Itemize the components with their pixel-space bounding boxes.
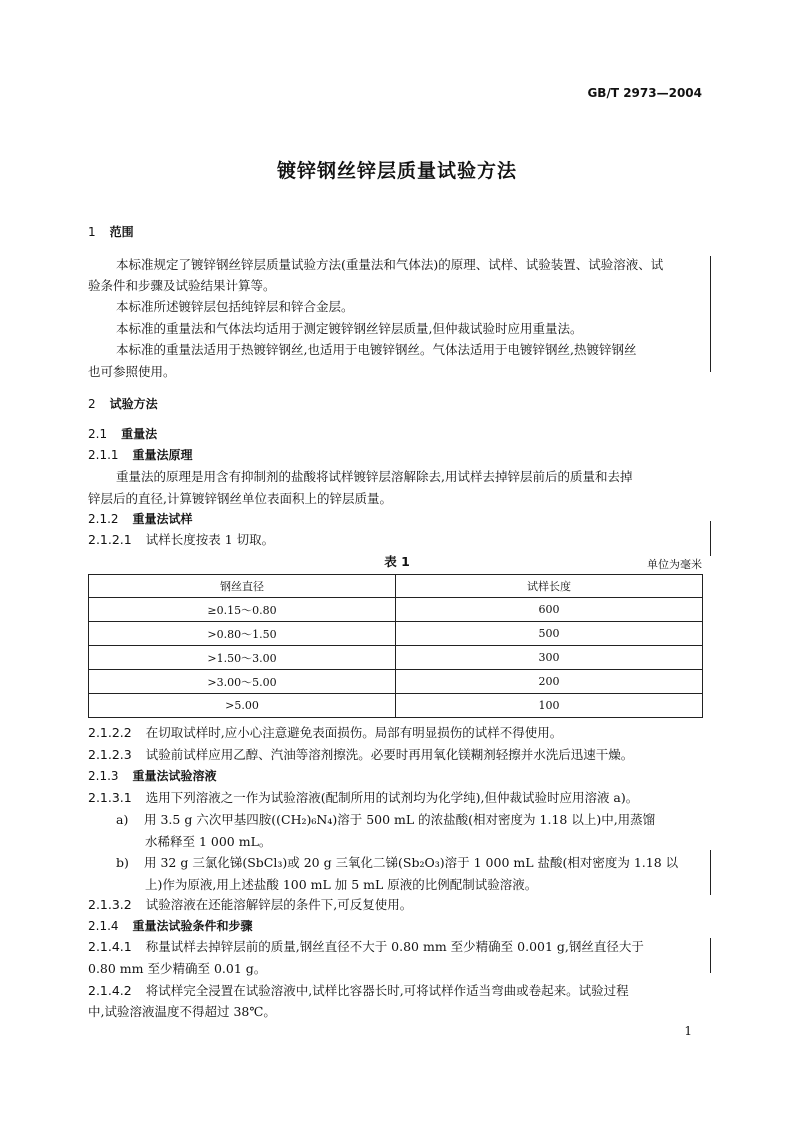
table-unit: 单位为毫米 [647,558,702,571]
revision-bar [710,850,711,895]
section-2-1-2-heading [88,508,704,530]
table-title: 表 1 [384,554,410,569]
table-cell: 600 [396,598,703,622]
clause-2-1-2-2 [88,722,704,744]
paragraph-line: 本标准规定了镀锌钢丝锌层质量试验方法(重量法和气体法)的原理、试样、试验装置、试验溶液、试 [116,257,664,272]
section-number: 2 [88,397,96,411]
section-title: 重量法 [121,427,158,441]
clause-text: 试验前试样应用乙醇、汽油等溶剂擦洗。必要时再用氧化镁糊剂轻擦并水洗后迅速干燥。 [145,747,634,762]
paragraph-line: 也可参照使用。 [88,364,176,379]
clause-2-1-2-1 [88,529,704,551]
table-cell: >3.00～5.00 [89,670,396,694]
table-cell: >1.50～3.00 [89,646,396,670]
table-cell: 100 [396,694,703,718]
section-title: 重量法试样 [132,512,193,526]
section-number: 2.1.1 [88,448,119,462]
paragraph-line: 本标准的重量法适用于热镀锌钢丝,也适用于电镀锌钢丝。气体法适用于电镀锌钢丝,热镀锌钢丝 [116,342,637,357]
section-title: 范围 [109,225,134,239]
paragraph-line: 锌层后的直径,计算镀锌钢丝单位表面积上的锌层质量。 [88,491,392,506]
clause-2-1-3-2 [88,894,704,916]
list-item-b [88,852,704,874]
list-text: 用 3.5 g 六次甲基四胺((CH₂)₆N₄)溶于 500 mL 的浓盐酸(相对密度为 1.18 以上)中,用蒸馏 [144,812,656,827]
sample-length-table [88,574,703,718]
section-number: 2.1.2 [88,512,119,526]
clause-2-1-3-1 [88,787,704,809]
clause-2-1-2-3 [88,744,704,766]
table-cell: >5.00 [89,694,396,718]
table-row [89,670,703,694]
revision-bar [710,256,711,372]
section-title: 重量法原理 [132,448,193,462]
table-cell: 300 [396,646,703,670]
clause-text: 试验溶液在还能溶解锌层的条件下,可反复使用。 [145,897,413,912]
section-2-1-4-heading [88,915,704,937]
clause-number: 2.1.2.1 [88,532,132,547]
table-cell: 200 [396,670,703,694]
table-header-cell: 钢丝直径 [89,575,396,598]
paragraph-line: 本标准的重量法和气体法均适用于测定镀锌钢丝锌层质量,但仲裁试验时应用重量法。 [116,321,583,336]
clause-number: 2.1.4.1 [88,939,132,954]
clause-text: 称量试样去掉锌层前的质量,钢丝直径不大于 0.80 mm 至少精确至 0.001 g,钢丝直径大于 [145,939,644,954]
paragraph-line: 中,试验溶液温度不得超过 38℃。 [88,1004,276,1019]
paragraph-line: 重量法的原理是用含有抑制剂的盐酸将试样镀锌层溶解除去,用试样去掉锌层前后的质量和去掉 [116,469,633,484]
clause-text: 选用下列溶液之一作为试验溶液(配制所用的试剂均为化学纯),但仲裁试验时应用溶液 a)。 [145,790,639,805]
document-title: 镀锌钢丝锌层质量试验方法 [276,160,517,182]
table-cell: >0.80～1.50 [89,622,396,646]
revision-bar [710,521,711,556]
paragraph-line: 本标准所述镀锌层包括纯锌层和锌合金层。 [116,299,354,314]
clause-number: 2.1.3.1 [88,790,132,805]
section-title: 重量法试验溶液 [132,769,217,783]
list-item-b-cont: 上)作为原液,用上述盐酸 100 mL 加 5 mL 原液的比例配制试验溶液。 [145,877,538,892]
section-number: 2.1 [88,427,108,441]
table-cell: ≥0.15～0.80 [89,598,396,622]
clause-2-1-4-1 [88,936,704,958]
clause-2-1-4-2 [88,980,704,1002]
section-2-1-3-heading [88,765,704,787]
table-header-row [89,575,703,598]
table-cell: 500 [396,622,703,646]
section-2-1-1-heading [88,444,704,466]
section-number: 2.1.3 [88,769,119,783]
page-number: 1 [684,1024,692,1038]
section-number: 1 [88,225,96,239]
table-row [89,622,703,646]
list-item-a-cont: 水稀释至 1 000 mL。 [145,834,272,849]
clause-number: 2.1.2.3 [88,747,132,762]
paragraph-line: 验条件和步骤及试验结果计算等。 [88,278,276,293]
table-row [89,646,703,670]
standard-number: GB/T 2973—2004 [587,86,702,100]
revision-bar [710,938,711,973]
clause-number: 2.1.4.2 [88,983,132,998]
clause-text: 将试样完全浸置在试验溶液中,试样比容器长时,可将试样作适当弯曲或卷起来。试验过程 [145,983,629,998]
list-text: 用 32 g 三氯化锑(SbCl₃)或 20 g 三氧化二锑(Sb₂O₃)溶于 1 000 mL 盐酸(相对密度为 1.18 以 [144,855,679,870]
section-number: 2.1.4 [88,919,119,933]
paragraph-line: 0.80 mm 至少精确至 0.01 g。 [88,961,267,976]
clause-text: 在切取试样时,应小心注意避免表面损伤。局部有明显损伤的试样不得使用。 [145,725,563,740]
section-title: 试验方法 [109,397,158,411]
section-2-1-heading [88,423,704,445]
table-header-cell: 试样长度 [396,575,703,598]
clause-number: 2.1.2.2 [88,725,132,740]
section-1-heading [88,221,704,243]
table-row [89,694,703,718]
clause-number: 2.1.3.2 [88,897,132,912]
section-2-heading [88,393,704,415]
clause-text: 试样长度按表 1 切取。 [145,532,275,547]
list-item-a [88,809,704,831]
list-label: a) [116,812,129,827]
section-title: 重量法试验条件和步骤 [132,919,253,933]
list-label: b) [116,855,129,870]
table-row [89,598,703,622]
